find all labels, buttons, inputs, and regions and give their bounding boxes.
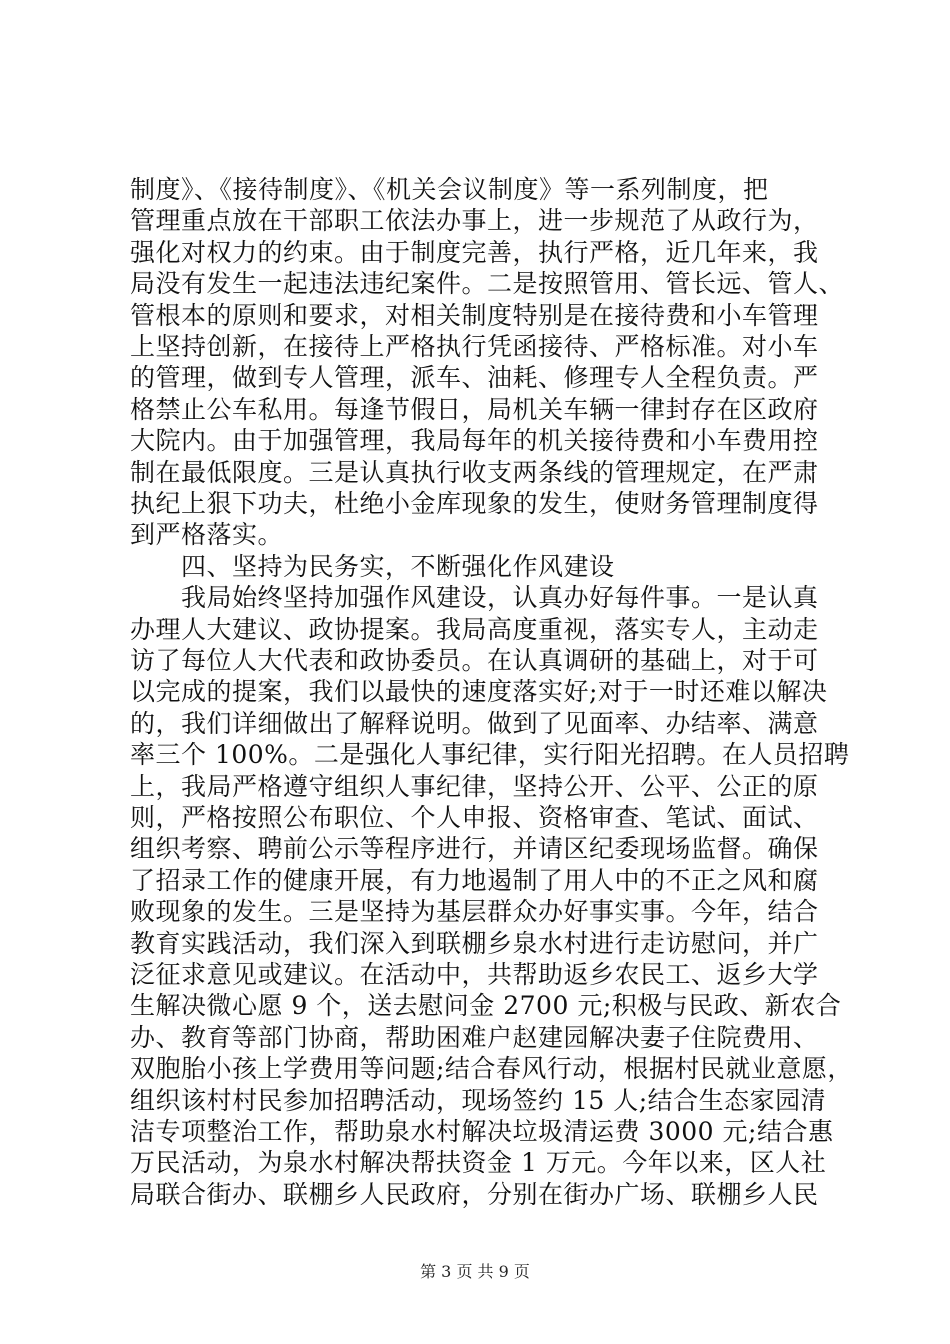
text-line: 访了每位人大代表和政协委员。在认真调研的基础上，对于可 — [130, 646, 819, 675]
text-line: 格禁止公车私用。每逢节假日，局机关车辆一律封存在区政府 — [130, 394, 819, 424]
text-line: 局没有发生一起违法违纪案件。二是按照管用、管长远、管人、 — [130, 269, 845, 299]
text-line: 执纪上狠下功夫，杜绝小金库现象的发生，使财务管理制度得 — [130, 489, 819, 518]
text-line: 生解决微心愿 9 个，送去慰问金 2700 元;积极与民政、新农合 — [130, 991, 842, 1021]
text-line: 大院内。由于加强管理，我局每年的机关接待费和小车费用控 — [130, 426, 819, 456]
text-line: 到严格落实。 — [130, 520, 284, 550]
text-line: 洁专项整治工作，帮助泉水村解决垃圾清运费 3000 元;结合惠 — [130, 1117, 834, 1146]
text-line: 办、教育等部门协商，帮助困难户赵建园解决妻子住院费用、 — [130, 1022, 819, 1052]
text-line: 了招录工作的健康开展，有力地遏制了用人中的不正之风和腐 — [130, 865, 819, 895]
text-line: 万民活动，为泉水村解决帮扶资金 1 万元。今年以来，区人社 — [130, 1148, 827, 1178]
text-line: 四、坚持为民务实，不断强化作风建设 — [130, 551, 615, 581]
text-line: 泛征求意见或建议。在活动中，共帮助返乡农民工、返乡大学 — [130, 960, 819, 989]
text-line: 双胞胎小孩上学费用等问题;结合春风行动，根据村民就业意愿， — [130, 1054, 853, 1084]
text-line: 制度》、《接待制度》、《机关会议制度》等一系列制度，把 — [130, 175, 769, 204]
text-line: 的管理，做到专人管理，派车、油耗、修理专人全程负责。严 — [130, 363, 819, 393]
text-line: 管理重点放在干部职工依法办事上，进一步规范了从政行为， — [130, 206, 819, 236]
text-line: 强化对权力的约束。由于制度完善，执行严格，近几年来，我 — [130, 237, 819, 267]
text-line: 上坚持创新，在接待上严格执行凭函接待、严格标准。对小车 — [130, 332, 819, 361]
text-line: 我局始终坚持加强作风建设，认真办好每件事。一是认真 — [130, 583, 819, 613]
text-line: 组织该村村民参加招聘活动，现场签约 15 人;结合生态家园清 — [130, 1085, 827, 1115]
text-line: 组织考察、聘前公示等程序进行，并请区纪委现场监督。确保 — [130, 834, 819, 864]
page-number-label: 第 3 页 共 9 页 — [420, 1262, 530, 1281]
text-line: 管根本的原则和要求，对相关制度特别是在接待费和小车管理 — [130, 300, 819, 330]
text-line: 上，我局严格遵守组织人事纪律，坚持公开、公平、公正的原 — [130, 771, 819, 801]
text-line: 制在最低限度。三是认真执行收支两条线的管理规定，在严肃 — [130, 457, 819, 487]
text-line: 的，我们详细做出了解释说明。做到了见面率、办结率、满意 — [130, 708, 819, 738]
text-line: 办理人大建议、政协提案。我局高度重视，落实专人，主动走 — [130, 614, 819, 644]
text-line: 教育实践活动，我们深入到联棚乡泉水村进行走访慰问，并广 — [130, 928, 819, 958]
text-line: 则，严格按照公布职位、个人申报、资格审查、笔试、面试、 — [130, 803, 819, 832]
page-footer — [0, 1262, 950, 1282]
text-line: 以完成的提案，我们以最快的速度落实好;对于一时还难以解决 — [130, 677, 828, 707]
text-line: 率三个 100%。二是强化人事纪律，实行阳光招聘。在人员招聘 — [130, 740, 850, 770]
text-line: 败现象的发生。三是坚持为基层群众办好事实事。今年，结合 — [130, 897, 819, 927]
text-line: 局联合街办、联棚乡人民政府，分别在街办广场、联棚乡人民 — [130, 1179, 819, 1209]
